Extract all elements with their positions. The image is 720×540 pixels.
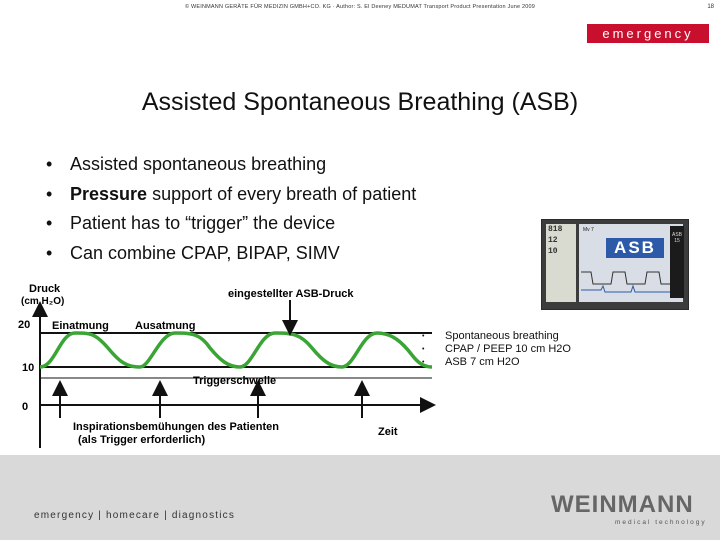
label-patient-effort: Inspirationsbemühungen des Patienten [73,421,279,433]
label-ausatmung: Ausatmung [135,320,196,332]
label-einatmung: Einatmung [52,320,109,332]
y-axis-title: Druck [29,283,61,295]
logo-wordmark: WEINMANN [551,491,694,518]
bullet-dot: • [422,333,425,340]
slide-title: Assisted Spontaneous Breathing (ASB) [141,88,579,116]
bullet-item: • Patient has to “trigger” the device [46,213,336,233]
device-right-panel: ASB 15 [670,226,684,298]
tick-20: 20 [18,319,31,331]
label-trigger-threshold: Triggerschwelle [193,375,277,387]
bullet-dot: • [46,154,53,174]
bullet-list [46,154,416,272]
weinmann-logo [551,491,707,526]
note-item: • Spontaneous breathing [422,330,559,342]
bullet-dot: • [422,359,425,366]
footer-tagline: emergency | homecare | diagnostics [34,510,236,521]
bullet-dot: • [46,183,53,204]
bullet-dot: • [46,213,53,233]
brand-tag-emergency: emergency [587,24,709,43]
tick-0: 0 [22,401,29,413]
label-asb-pressure: eingestellter ASB-Druck [228,288,354,300]
page-number: 18 [707,4,714,10]
note-item: • CPAP / PEEP 10 cm H2O [422,343,571,355]
pressure-waveform-diagram [0,270,440,455]
y-axis-unit: (cm H₂O) [21,296,65,307]
bullet-dot: • [422,346,425,353]
device-side-panel: 818 12 10 [546,224,576,302]
bullet-item: • Assisted spontaneous breathing [46,154,327,174]
device-pressure-curve [581,264,681,294]
bullet-item: • Can combine CPAP, BIPAP, SIMV [46,242,340,263]
bullet-dot: • [46,242,53,263]
settings-notes [422,330,575,369]
bullet-item: • Pressure support of every breath of patient [46,183,417,204]
pressure-curve [40,333,432,367]
tick-10: 10 [22,362,35,374]
device-screen-photo [541,219,689,310]
header-copyright: © WEINMANN GERÄTE FÜR MEDIZIN GMBH+CO. KG · Author: S. El Deeney MEDUMAT Transport Product Presentation June 2009 [185,4,535,10]
label-trigger-required: (als Trigger erforderlich) [78,434,206,446]
asb-mode-label: ASB [606,238,664,258]
logo-subtitle: medical technology [615,519,707,526]
note-item: • ASB 7 cm H2O [422,356,520,368]
label-time: Zeit [378,426,398,438]
device-display: Mv 7 ASB [579,224,683,302]
